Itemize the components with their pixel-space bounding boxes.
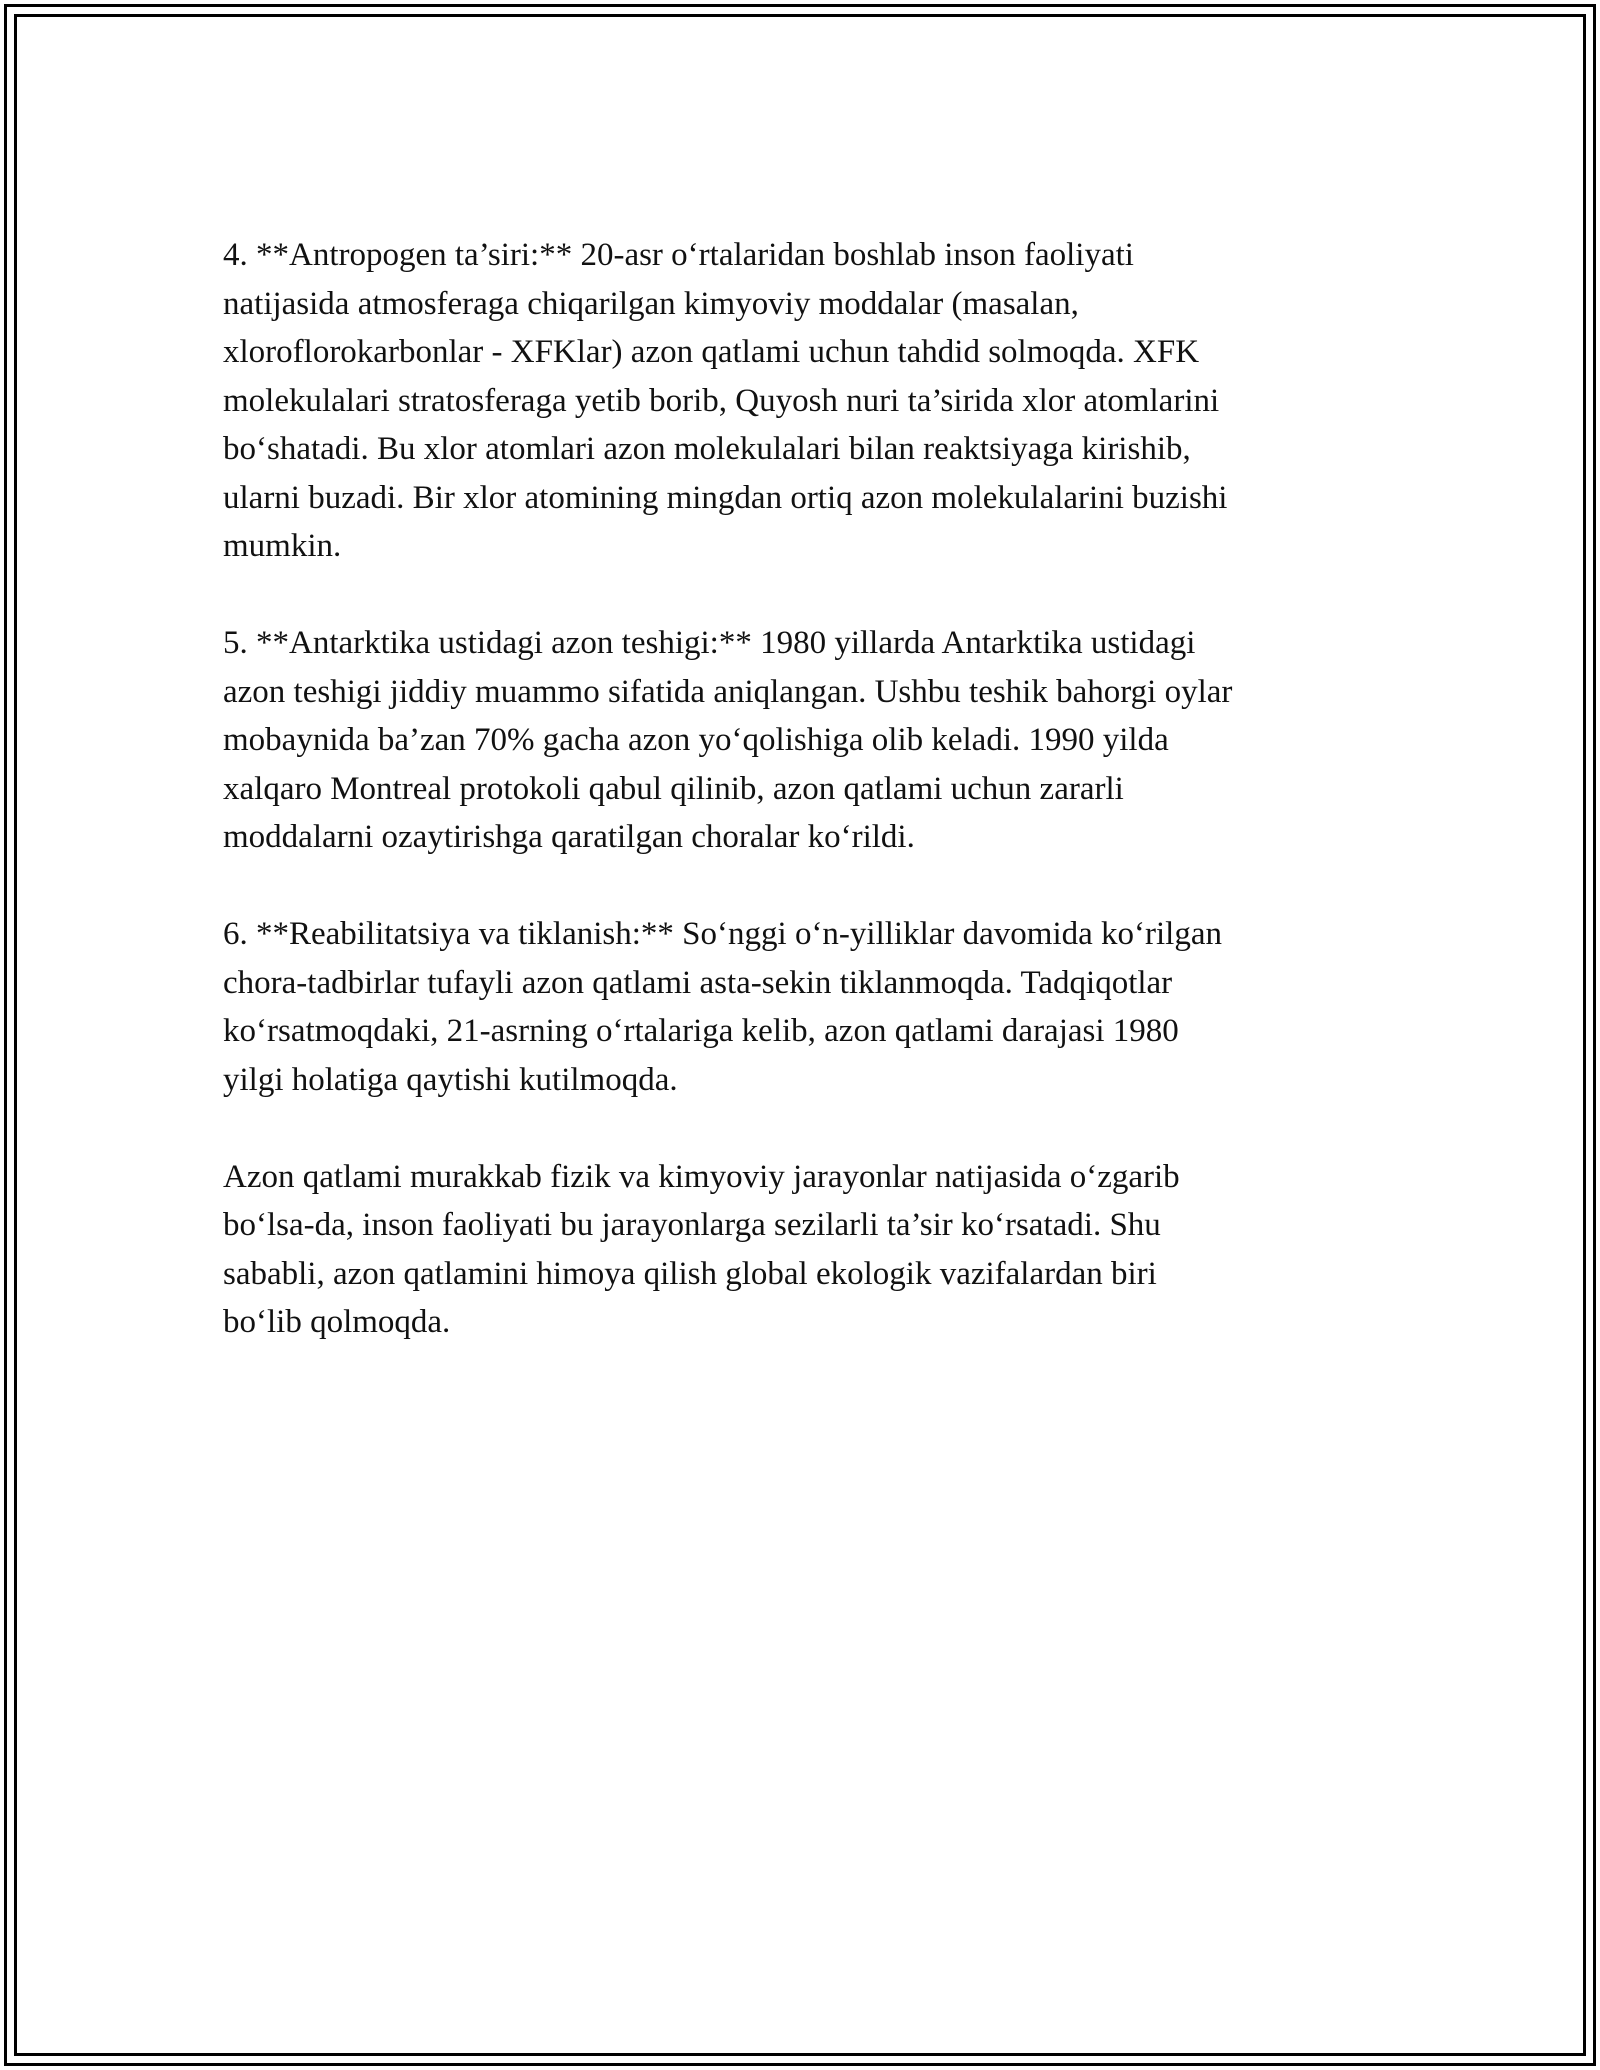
document-body [223,231,1363,1395]
paragraph-conclusion: Azon qatlami murakkab fizik va kimyoviy jarayonlar natijasida oʻzgarib boʻlsa-da, inson faoliyati bu jarayonlarga sezilarli ta’sir koʻrsatadi. Shu sababli, azon qatlamini himoya qilish global ekologik vazifalardan biri boʻlib qolmoqda. [223,1158,1180,1340]
paragraph-antropogen-tasiri: 4. **Antropogen ta’siri:** 20-asr oʻrtalaridan boshlab inson faoliyati natijasida atmosferaga chiqarilgan kimyoviy moddalar (masalan, xloroflorokarbonlar - XFKlar) azon qatlami uchun tahdid solmoqda. XFK molekulalari stratosferaga yetib borib, Quyosh nuri ta’sirida xlor atomlarini boʻshatadi. Bu xlor atomlari azon molekulalari bilan reaktsiyaga kirishib, ularni buzadi. Bir xlor atomining mingdan ortiq azon molekulalarini buzishi mumkin. [223,237,1228,564]
paragraph-antarktika-azon-teshigi: 5. **Antarktika ustidagi azon teshigi:** 1980 yillarda Antarktika ustidagi azon teshigi jiddiy muammo sifatida aniqlangan. Ushbu teshik bahorgi oylar mobaynida ba’zan 70% gacha azon yoʻqolishiga olib keladi. 1990 yilda xalqaro Montreal protokoli qabul qilinib, azon qatlami uchun zararli moddalarni ozaytirishga qaratilgan choralar koʻrildi. [223,625,1233,855]
paragraph-reabilitatsiya: 6. **Reabilitatsiya va tiklanish:** Soʻnggi oʻn-yilliklar davomida koʻrilgan chora-tadbirlar tufayli azon qatlami asta-sekin tiklanmoqda. Tadqiqotlar koʻrsatmoqdaki, 21-asrning oʻrtalariga kelib, azon qatlami darajasi 1980 yilgi holatiga qaytishi kutilmoqda. [223,916,1222,1098]
